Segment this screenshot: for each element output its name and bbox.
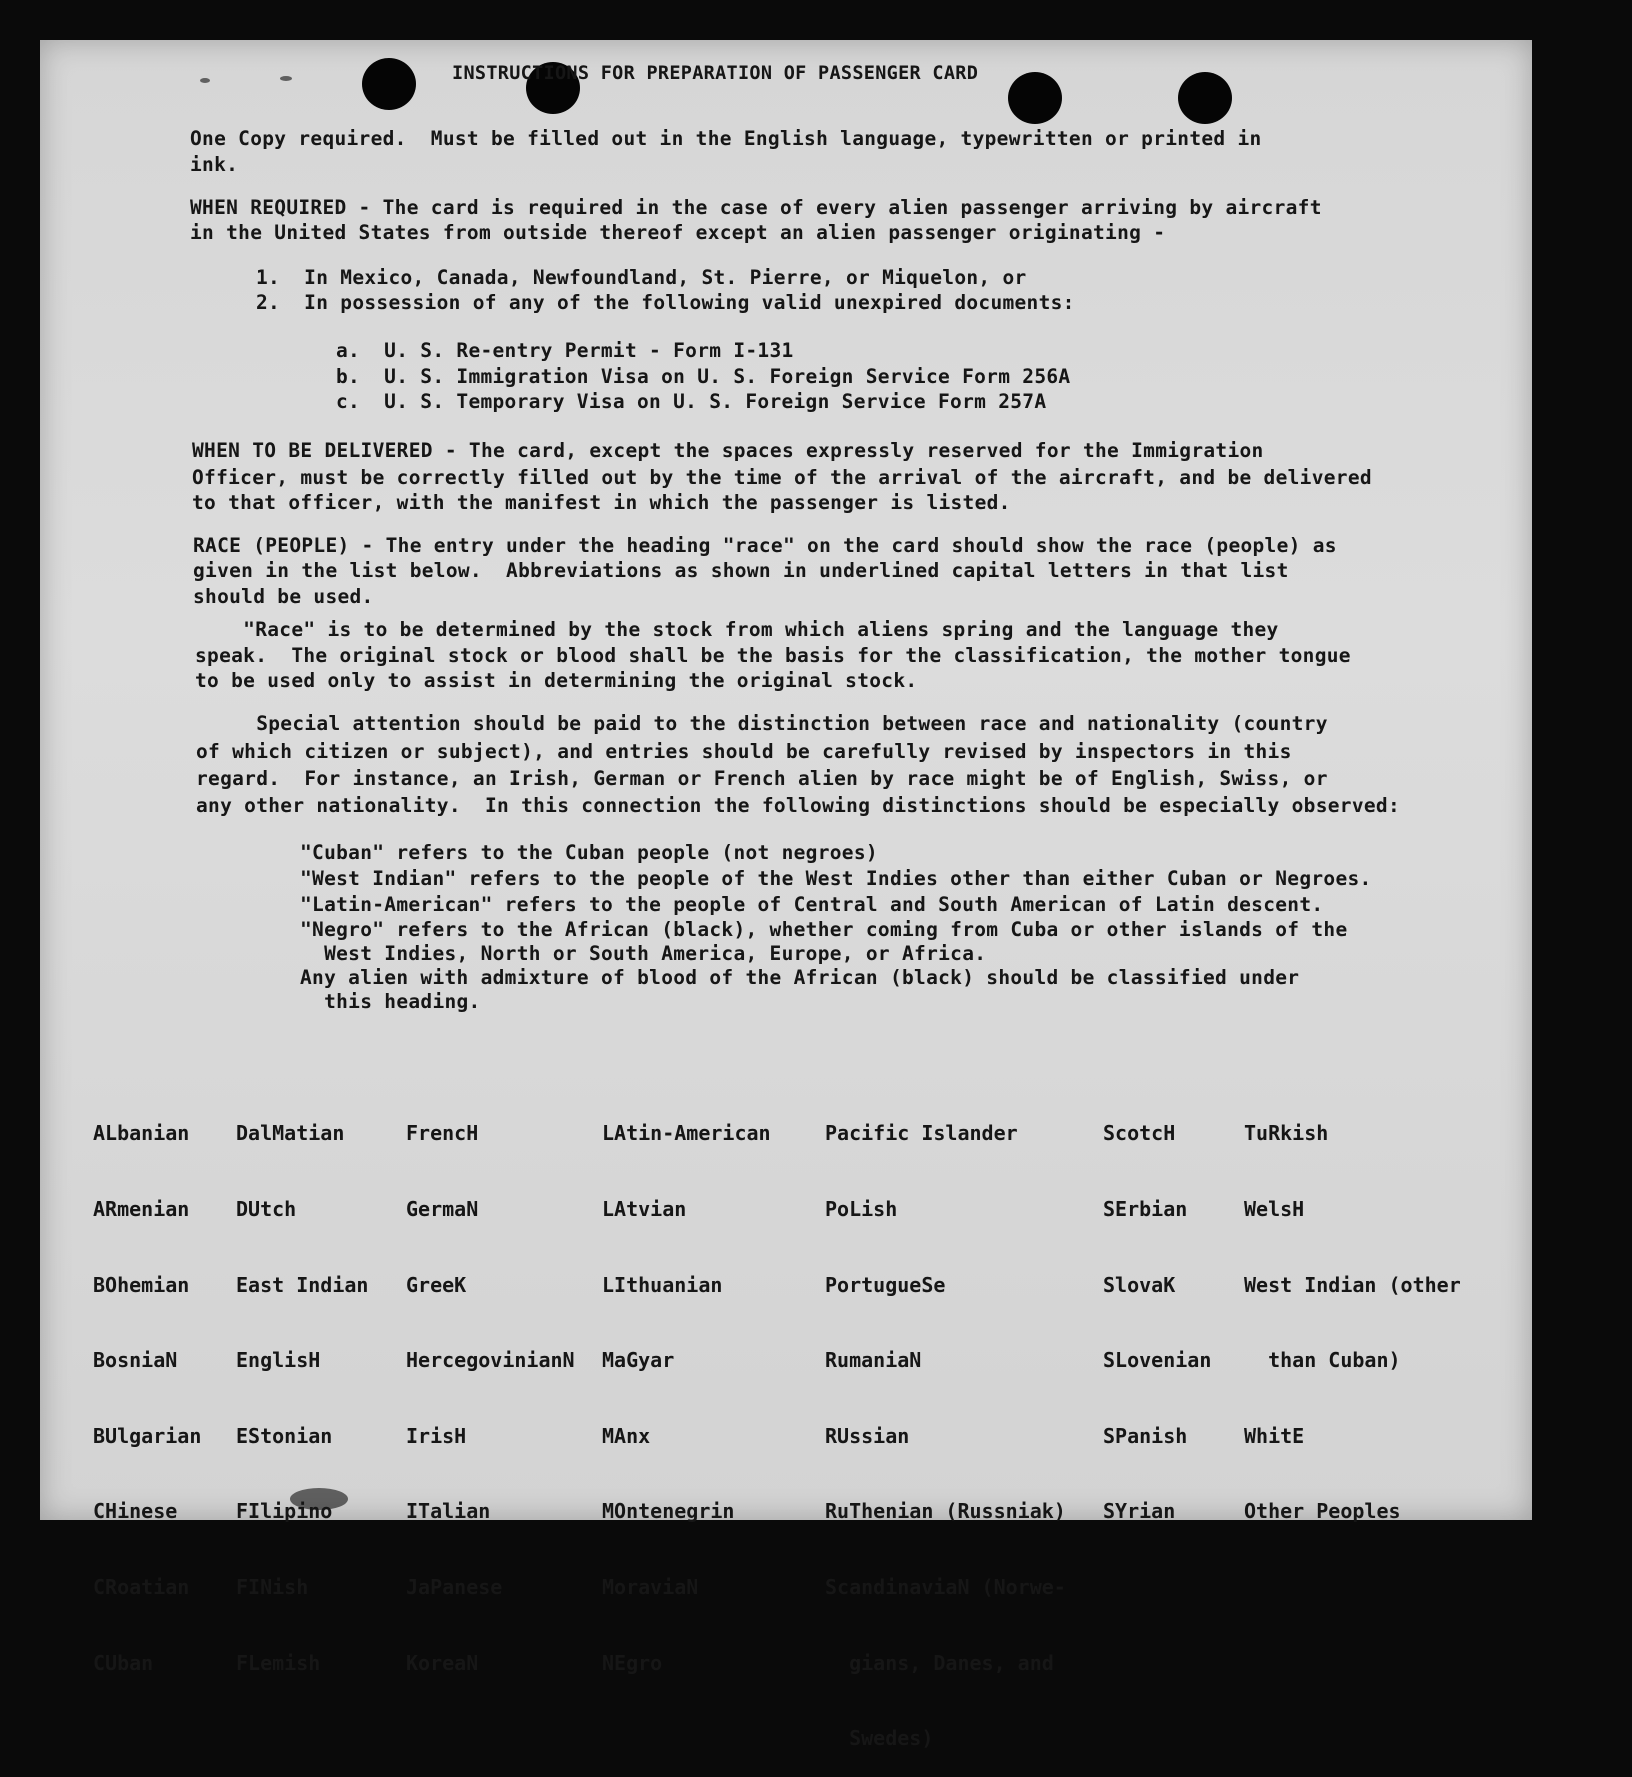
race-entry: gians, Danes, and [825,1650,1054,1675]
race-entry: EStonian [236,1423,333,1448]
when-delivered-line: Officer, must be correctly filled out by the time of the arrival of the aircraft, and be delivered [192,466,1372,489]
race-entry: NEgro [602,1650,663,1675]
race-entry: JaPanese [406,1575,503,1600]
race-entry: SYrian [1103,1499,1176,1524]
race-definition-line: to be used only to assist in determining the original stock. [195,669,918,692]
race-entry: Swedes) [825,1726,934,1751]
race-entry: Other Peoples [1244,1499,1401,1524]
race-entry: ARmenian [93,1197,190,1222]
race-entry: SPanish [1103,1423,1188,1448]
race-entry: than Cuban) [1244,1348,1401,1373]
race-entry: CUban [93,1650,154,1675]
race-entry: ITalian [406,1499,491,1524]
race-entry: PortugueSe [825,1272,946,1297]
race-entry: CHinese [93,1499,178,1524]
race-entry: MAnx [602,1423,651,1448]
race-entry: LAtin-American [602,1121,771,1146]
race-entry: FrencH [406,1121,479,1146]
distinction-line: this heading. [300,990,481,1013]
race-entry: DUtch [236,1197,297,1222]
ink-speck [280,76,292,81]
race-entry: ALbanian [93,1121,190,1146]
distinction-line: "Cuban" refers to the Cuban people (not negroes) [300,841,878,864]
distinction-line: West Indies, North or South America, Europe, or Africa. [300,942,987,965]
race-entry: BosniaN [93,1348,178,1373]
intro-line: One Copy required. Must be filled out in the English language, typewritten or printed in [190,127,1262,150]
punch-hole [1008,72,1062,124]
race-entry: GermaN [406,1197,479,1222]
numbered-item: 1. In Mexico, Canada, Newfoundland, St. Pierre, or Miquelon, or [256,266,1027,289]
race-entry: FLemish [236,1650,321,1675]
special-attention-line: Special attention should be paid to the distinction between race and nationality (country [196,712,1328,735]
when-delivered-line: WHEN TO BE DELIVERED - The card, except the spaces expressly reserved for the Immigration [192,439,1264,462]
race-entry: WelsH [1244,1197,1305,1222]
race-entry: West Indian (other [1244,1272,1461,1297]
race-entry: GreeK [406,1272,467,1297]
punch-hole [362,58,416,110]
race-entry: IrisH [406,1423,467,1448]
document-item: b. U. S. Immigration Visa on U. S. Foreign Service Form 256A [336,365,1071,388]
race-entry: MOntenegrin [602,1499,735,1524]
race-entry: FIlipino [236,1499,333,1524]
race-entry: CRoatian [93,1575,190,1600]
race-entry: SLovenian [1103,1348,1212,1373]
page-title: INSTRUCTIONS FOR PREPARATION OF PASSENGER CARD [452,63,979,84]
race-entry: EnglisH [236,1348,321,1373]
ink-speck [200,78,210,83]
race-entry: ScandinaviaN (Norwe- [825,1575,1066,1600]
race-entry: PoLish [825,1197,898,1222]
special-attention-line: any other nationality. In this connection the following distinctions should be especially observed: [196,794,1400,817]
race-entry: RuThenian (Russniak) [825,1499,1066,1524]
race-list-column-5 [825,1071,1066,1777]
distinction-line: Any alien with admixture of blood of the African (black) should be classified under [300,966,1300,989]
special-attention-line: regard. For instance, an Irish, German or French alien by race might be of English, Swiss, or [196,767,1328,790]
race-entry: FINish [236,1575,309,1600]
race-entry: SlovaK [1103,1272,1176,1297]
when-required-line: in the United States from outside thereof except an alien passenger originating - [190,221,1166,244]
race-entry: MaGyar [602,1348,675,1373]
race-list-column-6 [1103,1071,1211,1550]
race-entry: LIthuanian [602,1272,723,1297]
race-entry: TuRkish [1244,1121,1329,1146]
race-definition-line: speak. The original stock or blood shall be the basis for the classification, the mother tongue [195,644,1351,667]
document-item: c. U. S. Temporary Visa on U. S. Foreign Service Form 257A [336,390,1047,413]
race-entry: RumaniaN [825,1348,922,1373]
numbered-item: 2. In possession of any of the following valid unexpired documents: [256,291,1075,314]
document-item: a. U. S. Re-entry Permit - Form I-131 [336,339,794,362]
intro-line: ink. [190,153,239,176]
race-entry: KoreaN [406,1650,479,1675]
race-list-column-7 [1244,1071,1461,1550]
when-delivered-line: to that officer, with the manifest in which the passenger is listed. [192,491,1011,514]
race-entry: WhitE [1244,1423,1305,1448]
race-list-column-3 [406,1071,575,1701]
race-list-column-2 [236,1071,368,1701]
when-required-line: WHEN REQUIRED - The card is required in the case of every alien passenger arriving by aircraft [190,196,1322,219]
race-entry: East Indian [236,1272,369,1297]
race-entry: BUlgarian [93,1423,202,1448]
race-definition-line: "Race" is to be determined by the stock from which aliens spring and the language they [195,618,1279,641]
race-intro-line: should be used. [193,585,374,608]
race-entry: SErbian [1103,1197,1188,1222]
race-intro-line: given in the list below. Abbreviations as shown in underlined capital letters in that list [193,559,1289,582]
race-entry: Pacific Islander [825,1121,1018,1146]
distinction-line: "West Indian" refers to the people of the West Indies other than either Cuban or Negroes. [300,867,1372,890]
distinction-line: "Latin-American" refers to the people of Central and South American of Latin descent. [300,893,1324,916]
race-entry: DalMatian [236,1121,345,1146]
race-entry: ScotcH [1103,1121,1176,1146]
punch-hole [1178,72,1232,124]
distinction-line: "Negro" refers to the African (black), whether coming from Cuba or other islands of the [300,918,1348,941]
race-entry: RUssian [825,1423,910,1448]
race-list-column-1 [93,1071,201,1701]
race-entry: BOhemian [93,1272,190,1297]
race-list-column-4 [602,1071,771,1701]
special-attention-line: of which citizen or subject), and entries should be carefully revised by inspectors in this [196,740,1292,763]
race-entry: HercegovinianN [406,1348,575,1373]
race-intro-line: RACE (PEOPLE) - The entry under the heading "race" on the card should show the race (people) as [193,534,1337,557]
race-entry: MoraviaN [602,1575,699,1600]
race-entry: LAtvian [602,1197,687,1222]
